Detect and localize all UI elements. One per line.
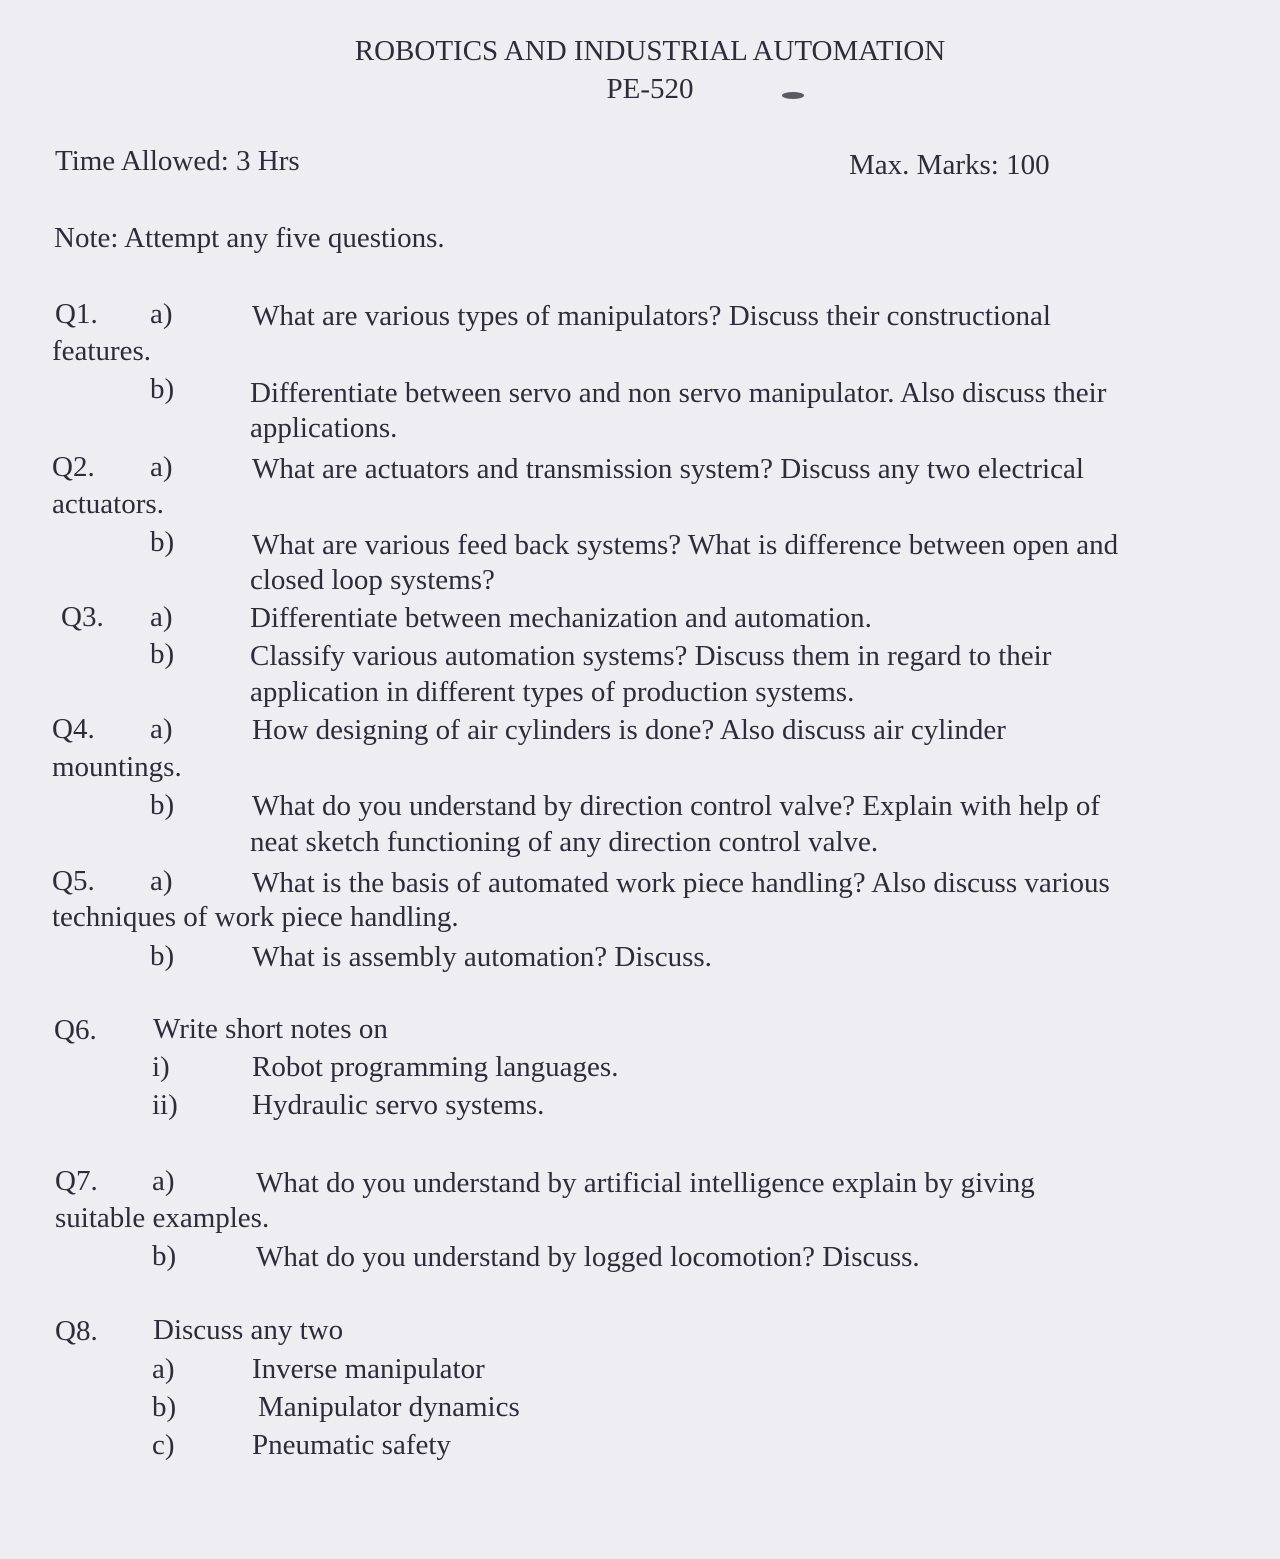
question-number: Q6. bbox=[54, 1014, 97, 1046]
question-text: What do you understand by logged locomotion? Discuss. bbox=[256, 1241, 920, 1273]
instruction-note: Note: Attempt any five questions. bbox=[54, 222, 445, 254]
part-label: a) bbox=[150, 298, 173, 330]
question-text: Differentiate between servo and non servo manipulator. Also discuss their bbox=[250, 377, 1107, 409]
part-label: b) bbox=[150, 940, 175, 972]
question-text: How designing of air cylinders is done? Also discuss air cylinder bbox=[252, 714, 1006, 746]
question-text: neat sketch functioning of any direction control valve. bbox=[250, 826, 879, 858]
question-text: application in different types of production systems. bbox=[250, 676, 855, 708]
question-text: What do you understand by direction control valve? Explain with help of bbox=[252, 790, 1101, 822]
question-text: What is assembly automation? Discuss. bbox=[252, 941, 712, 973]
question-text: Pneumatic safety bbox=[252, 1429, 451, 1461]
question-number: Q3. bbox=[61, 601, 104, 633]
part-label: i) bbox=[152, 1051, 170, 1083]
question-text: Robot programming languages. bbox=[252, 1051, 619, 1083]
question-text: What do you understand by artificial intelligence explain by giving bbox=[256, 1167, 1035, 1199]
question-text: What are actuators and transmission system? Discuss any two electrical bbox=[252, 453, 1084, 485]
ink-smudge bbox=[782, 92, 804, 99]
question-text: Differentiate between mechanization and automation. bbox=[250, 602, 872, 634]
question-text: Hydraulic servo systems. bbox=[252, 1089, 545, 1121]
question-text: Manipulator dynamics bbox=[258, 1391, 520, 1423]
part-label: a) bbox=[152, 1165, 175, 1197]
question-text: What are various feed back systems? What is difference between open and bbox=[252, 529, 1119, 561]
part-label: c) bbox=[152, 1429, 175, 1461]
question-number: Q1. bbox=[55, 298, 98, 330]
question-intro: Discuss any two bbox=[153, 1314, 344, 1346]
time-allowed: Time Allowed: 3 Hrs bbox=[55, 145, 300, 177]
part-label: a) bbox=[150, 451, 173, 483]
part-label: b) bbox=[150, 638, 175, 670]
part-label: ii) bbox=[152, 1089, 178, 1121]
question-number: Q5. bbox=[52, 865, 95, 897]
part-label: b) bbox=[150, 789, 175, 821]
paper-title: ROBOTICS AND INDUSTRIAL AUTOMATION bbox=[354, 35, 946, 67]
question-number: Q7. bbox=[55, 1165, 98, 1197]
question-text: features. bbox=[52, 335, 152, 367]
part-label: b) bbox=[150, 373, 175, 405]
question-number: Q8. bbox=[55, 1315, 98, 1347]
part-label: a) bbox=[150, 601, 173, 633]
question-text: techniques of work piece handling. bbox=[52, 901, 459, 933]
question-number: Q2. bbox=[52, 451, 95, 483]
question-text: mountings. bbox=[52, 751, 182, 783]
question-text: What are various types of manipulators? Discuss their constructional bbox=[252, 300, 1051, 332]
part-label: b) bbox=[152, 1240, 177, 1272]
part-label: b) bbox=[152, 1391, 177, 1423]
question-intro: Write short notes on bbox=[153, 1013, 388, 1045]
course-code: PE-520 bbox=[606, 73, 694, 105]
question-number: Q4. bbox=[52, 713, 95, 745]
question-text: Inverse manipulator bbox=[252, 1353, 485, 1385]
question-text: actuators. bbox=[52, 488, 164, 520]
part-label: a) bbox=[152, 1353, 175, 1385]
part-label: a) bbox=[150, 713, 173, 745]
max-marks: Max. Marks: 100 bbox=[849, 149, 1050, 181]
question-text: suitable examples. bbox=[55, 1202, 270, 1234]
question-text: closed loop systems? bbox=[250, 564, 495, 596]
question-text: applications. bbox=[250, 412, 398, 444]
part-label: b) bbox=[150, 526, 175, 558]
question-text: Classify various automation systems? Discuss them in regard to their bbox=[250, 640, 1052, 672]
question-text: What is the basis of automated work piece handling? Also discuss various bbox=[252, 867, 1110, 899]
part-label: a) bbox=[150, 865, 173, 897]
